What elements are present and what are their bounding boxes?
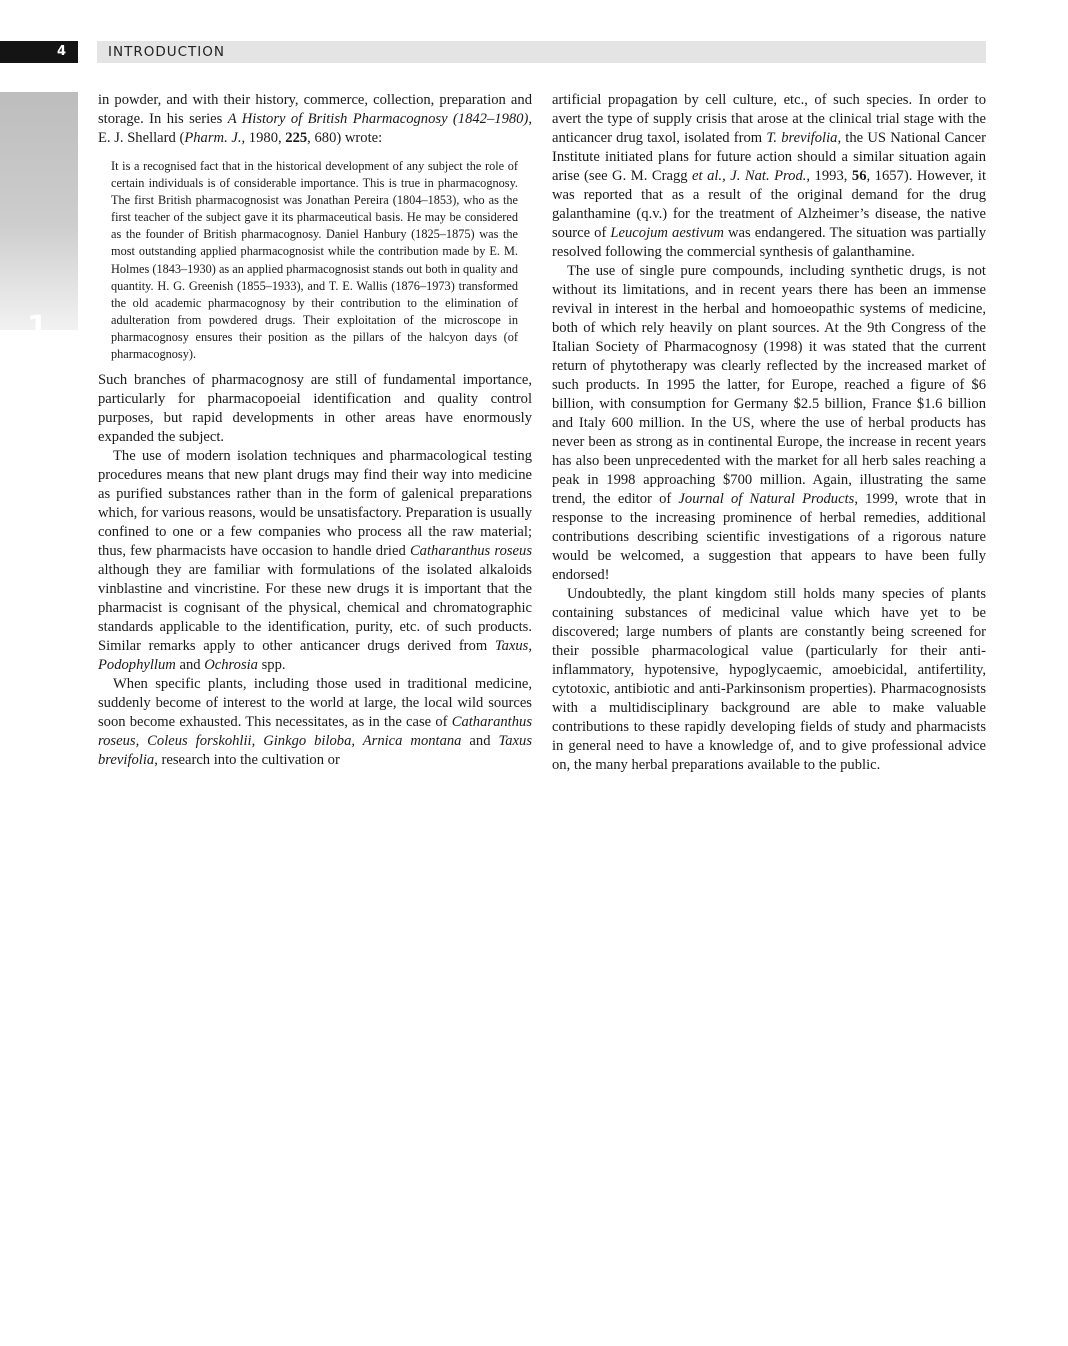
left-paragraph-4: When specific plants, including those used in traditional medicine, suddenly become of interest to the world at large, the local wild sources soon become exhausted. This necessitates, as in the case of Catharanthus roseus, Coleus forskohlii, Ginkgo biloba, Arnica montana and Taxus brevifolia, research into the cultivation or [98,676,532,769]
left-paragraph-1: in powder, and with their history, commerce, collection, preparation and storage. In his series A History of British Pharmacognosy (1842–1980), E. J. Shellard (Pharm. J., 1980, 225, 680) wrote: [98,92,532,146]
left-column [98,91,532,770]
left-paragraph-3: The use of modern isolation techniques and pharmacological testing procedures means that new plant drugs may find their way into medicine as purified substances rather than in the form of galenical preparations which, for various reasons, would be unsatisfactory. Preparation is usually confined to one or a few companies who process all the raw material; thus, few pharmacists have occasion to handle dried Catharanthus roseus although they are familiar with formulations of the isolated alkaloids vinblastine and vincristine. For these new drugs it is important that the pharmacist is cognisant of the physical, chemical and chromatographic standards applicable to the identification, purity, etc. of such products. Similar remarks apply to other anticancer drugs derived from Taxus, Podophyllum and Ochrosia spp. [98,448,532,674]
right-paragraph-3: Undoubtedly, the plant kingdom still holds many species of plants containing substances of medicinal value which have yet to be discovered; large numbers of plants are constantly being screened for their possible pharmacological value (particularly for their anti-inflammatory, hypotensive, hypoglycaemic, amoebicidal, antifertility, cytotoxic, antibiotic and anti-Parkinsonism properties). Pharmacognosists with a multidisciplinary background are able to make valuable contributions to these rapidly developing fields of study and pharmacists in general need to have a knowledge of, and to give professional advice on, the many herbal preparations available to the public. [552,586,986,773]
section-title: INTRODUCTION [108,44,225,60]
right-column [552,91,986,775]
running-header-bar [97,41,986,63]
chapter-number: 1 [27,310,48,345]
book-title: A History of British Pharmacognosy (1842–1980) [227,111,529,127]
block-quote: It is a recognised fact that in the historical development of any subject the role of certain individuals is of considerable importance. This is true in pharmacognosy. The first British pharmacognosist was Jonathan Pereira (1804–1853), who as the first teacher of the subject gave it its pharmaceutical basis. He may be considered as the founder of British pharmacognosy. Daniel Hanbury (1825–1875) was the most outstanding applied pharmacognosist while the contribution made by E. M. Holmes (1843–1930) as an applied pharmacognosist stands out both in quality and quantity. H. G. Greenish (1855–1933), and T. E. Wallis (1876–1973) transformed the old academic pharmacognosy by their contribution to the elimination of adulteration from powdered drugs. Their exploitation of the microscope in pharmacognosy ensures their position as the pillars of the halcyon days (of pharmacognosy). [111,159,518,362]
chapter-side-tab [0,92,78,345]
volume-number: 225 [285,130,308,146]
page-number: 4 [0,41,78,63]
left-paragraph-2: Such branches of pharmacognosy are still of fundamental importance, particularly for pharmacopoeial identification and quality control purposes, but rapid developments in other areas have enormously expanded the subject. [98,372,532,446]
journal-name: Pharm. J. [184,130,242,146]
right-paragraph-1: artificial propagation by cell culture, etc., of such species. In order to avert the type of supply crisis that arose at the clinical trial stage with the anticancer drug taxol, isolated from T. brevifolia, the US National Cancer Institute initiated plans for future action should a similar situation again arise (see G. M. Cragg et al., J. Nat. Prod., 1993, 56, 1657). However, it was reported that as a result of the original demand for the drug galanthamine (q.v.) for the treatment of Alzheimer’s disease, the native source of Leucojum aestivum was endangered. The situation was partially resolved following the commercial synthesis of galanthamine. [552,92,987,260]
right-paragraph-2: The use of single pure compounds, including synthetic drugs, is not without its limitations, and in recent years there has been an immense revival in interest in the herbal and homoeopathic systems of medicine, both of which rely heavily on plant sources. At the 9th Congress of the Italian Society of Pharmacognosy (1998) it was stated that the current return of phytotherapy was clearly reflected by the increased market of such products. In 1995 the latter, for Europe, reached a figure of $6 billion, with consumption for Germany $2.5 billion, France $1.6 billion and Italy 600 million. In the US, where the use of herbal products has never been as strong as in continental Europe, the increase in recent years has also been unprecedented with the market for all herb sales reaching a peak in 1998 approaching $700 million. Again, illustrating the same trend, the editor of Journal of Natural Products, 1999, wrote that in response to the increasing prominence of herbal remedies, additional contributions describing scientific investigations of a rigorous nature would be welcomed, a suggestion that appears to have been fully endorsed! [552,263,987,583]
